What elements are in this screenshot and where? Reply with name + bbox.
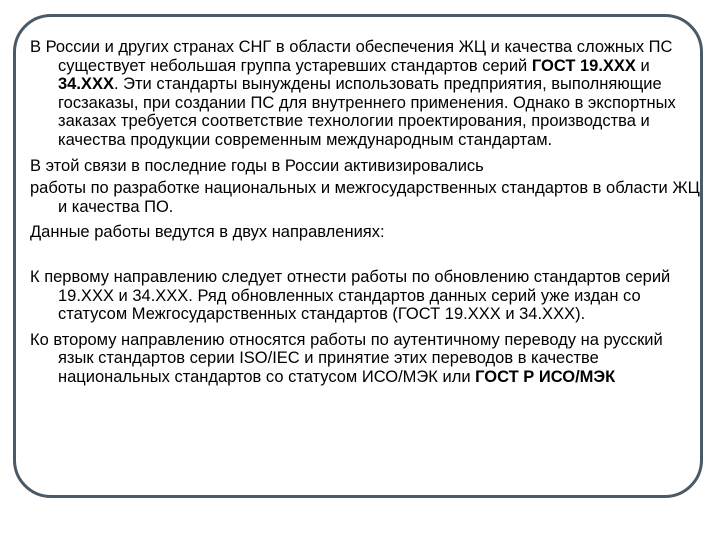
text-run: В этой связи в последние годы в России активизировались [30, 156, 484, 175]
text-run-bold: ГОСТ Р ИСО/МЭК [475, 367, 616, 386]
paragraph-recent-activity [30, 157, 702, 176]
text-run: К первому направлению следует отнести работы по обновлению стандартов серий 19.ХХХ и 34.ХХХ. Ряд обновленных стандартов данных серий уже издан со статусом Межгосударственных стандартов (ГОСТ 19.ХХХ и 34.ХХХ). [30, 267, 671, 324]
text-run: работы по разработке национальных и межгосударственных стандартов в области ЖЦ и качества ПО. [30, 179, 700, 216]
paragraph-cis-standards [30, 38, 702, 150]
paragraph-second-direction [30, 331, 702, 387]
text-run: В России и других странах СНГ в области обеспечения ЖЦ и качества сложных ПС существует небольшая группа устаревших стандартов серий [30, 38, 673, 75]
text-run: и [635, 56, 650, 75]
slide-body [30, 38, 702, 394]
paragraph-first-direction [30, 268, 702, 324]
text-run-bold: ГОСТ 19.ХХХ [531, 56, 636, 75]
text-run: . Эти стандарты вынуждены использовать предприятия, выполняющие госзаказы, при создании ПС для внутреннего применения. Однако в экспортных заказах требуется соответствие технологии проектирования, производства и качества продукции современным международным стандартам. [58, 75, 676, 149]
paragraph-two-directions [30, 223, 702, 242]
paragraph-development-work [30, 179, 702, 216]
text-run-bold: 34.ХХХ [58, 75, 114, 94]
text-run: Ко второму направлению относятся работы по аутентичному переводу на русский язык стандартов серии ISO/IEC и принятие этих переводов в качестве национальных стандартов со статусом ИСО/МЭК или [30, 330, 663, 386]
text-run: Данные работы ведутся в двух направлениях: [30, 223, 385, 242]
